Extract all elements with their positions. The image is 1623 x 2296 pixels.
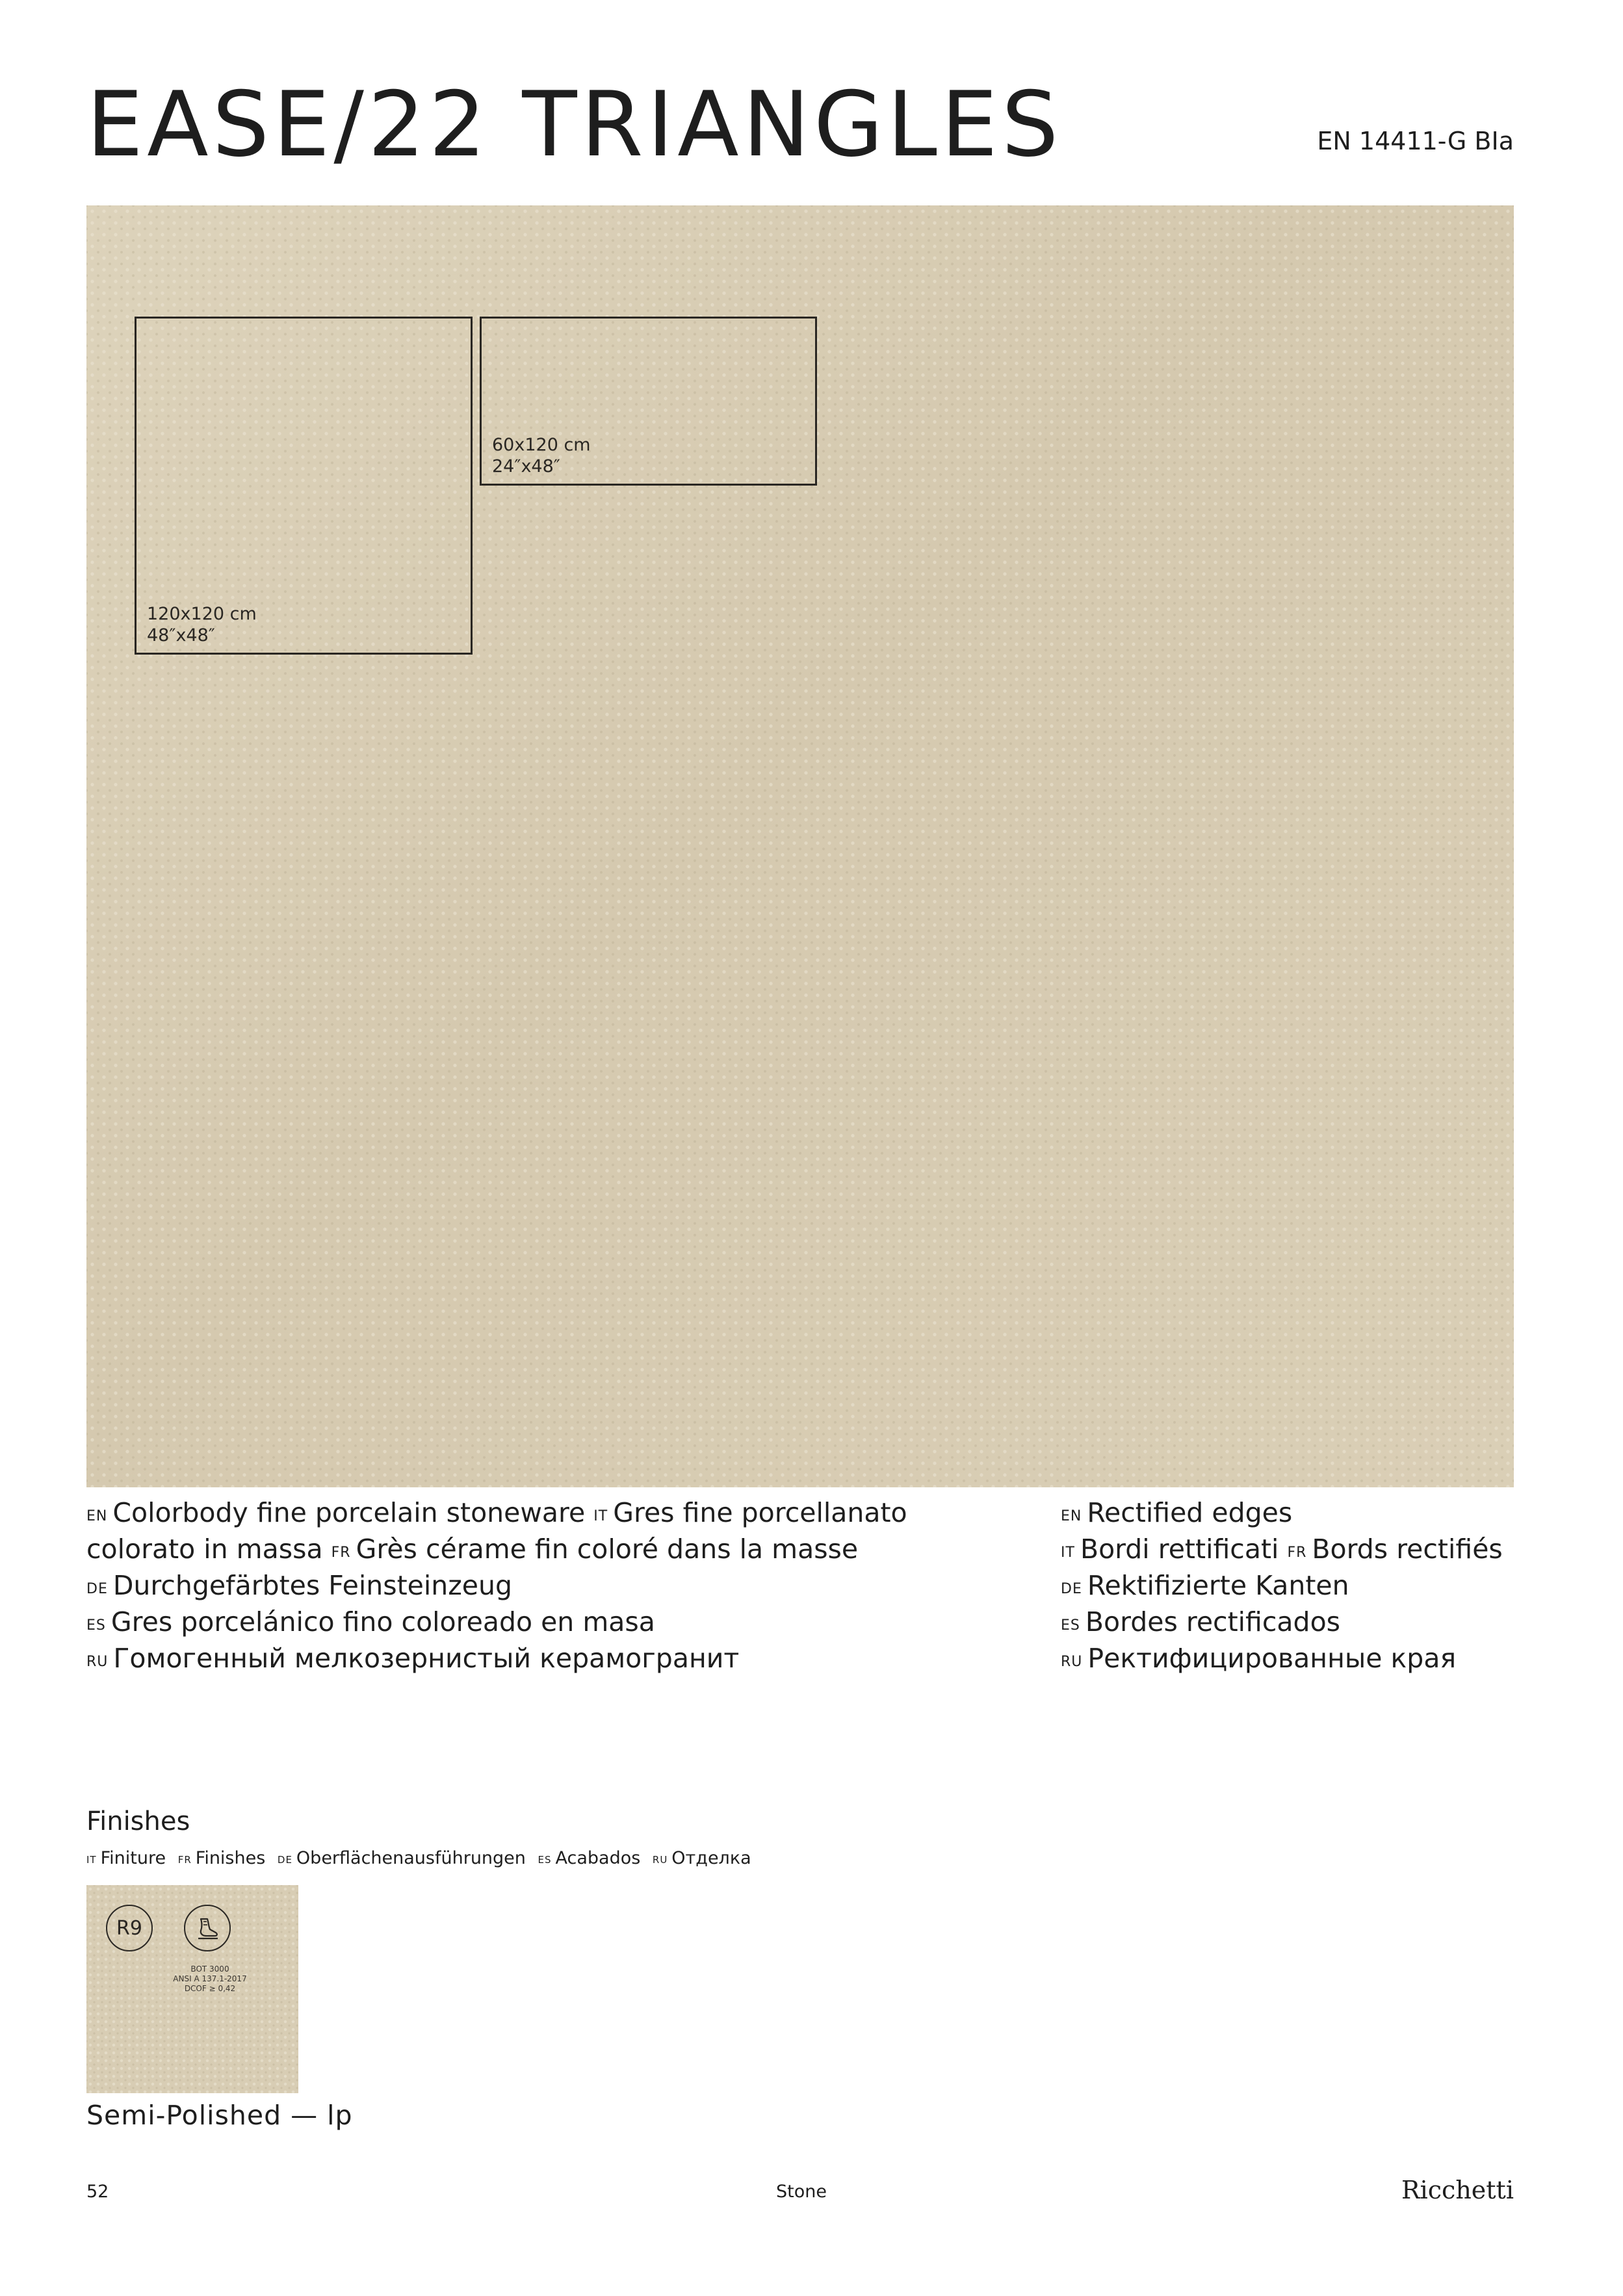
slip-rating-badge: R9 (106, 1905, 153, 1951)
language-tag: ES (86, 1617, 106, 1634)
language-tag: FR (177, 1854, 192, 1866)
language-tag: DE (1061, 1581, 1082, 1597)
slip-spec (164, 1964, 255, 1994)
format-label (492, 434, 591, 477)
language-tag: RU (86, 1654, 109, 1670)
finishes-translations (86, 1847, 758, 1871)
description-text: Bordi rettificati (1080, 1533, 1279, 1565)
page-number: 52 (86, 2182, 109, 2202)
material-description (86, 1496, 1009, 1678)
description-text: Rektifizierte Kanten (1087, 1570, 1349, 1601)
description-text: Гомогенный мелкозернистый керамогранит (113, 1643, 740, 1674)
description-text: Rectified edges (1087, 1497, 1293, 1528)
description-text: Gres fine porcellanato colorato in massa (86, 1497, 907, 1565)
description-text: Grès cérame fin coloré dans la masse (356, 1533, 859, 1565)
finish-name: Semi-Polished — lp (86, 2100, 353, 2131)
language-tag: ES (538, 1854, 552, 1866)
format-imperial: 48″x48″ (147, 625, 215, 646)
finishes-translation: Отделка (671, 1848, 751, 1868)
finishes-heading: Finishes (86, 1807, 190, 1836)
description-text: Ректифицированные края (1087, 1643, 1457, 1674)
language-tag: IT (86, 1854, 97, 1866)
page-title: EASE/22 TRIANGLES (86, 72, 1063, 177)
language-tag: RU (652, 1854, 668, 1866)
format-outline-120x120 (135, 317, 473, 655)
description-text: Bordes rectificados (1085, 1606, 1341, 1637)
format-metric: 120x120 cm (147, 604, 257, 624)
tile-surface-image (86, 205, 1514, 1487)
finishes-translation: Finiture (100, 1848, 166, 1868)
shoe-sole-icon-graphic (193, 1914, 222, 1942)
brand-logo: Ricchetti (1401, 2176, 1514, 2204)
finishes-translation: Oberflächenausführungen (296, 1848, 526, 1868)
language-tag: FR (1287, 1545, 1307, 1561)
spec-line: DCOF ≥ 0,42 (184, 1984, 236, 1993)
language-tag: ES (1061, 1617, 1080, 1634)
description-text: Colorbody fine porcelain stoneware (112, 1497, 586, 1528)
description-text: Gres porcelánico fino coloreado en masa (110, 1606, 655, 1637)
language-tag: RU (1061, 1654, 1083, 1670)
spec-line: ANSI A 137.1-2017 (173, 1974, 247, 1983)
finishes-translation: Acabados (555, 1848, 641, 1868)
shoe-sole-icon (184, 1905, 231, 1951)
spec-line: BOT 3000 (190, 1964, 229, 1974)
language-tag: EN (1061, 1508, 1082, 1524)
language-tag: EN (86, 1508, 108, 1524)
description-text: Bords rectifiés (1312, 1533, 1503, 1565)
language-tag: DE (277, 1854, 292, 1866)
finishes-translation: Finishes (195, 1848, 266, 1868)
format-outline-60x120 (480, 317, 817, 486)
format-label (147, 603, 257, 646)
edge-description (1061, 1496, 1516, 1678)
norm-code: EN 14411-G BIa (1317, 127, 1514, 155)
language-tag: DE (86, 1581, 108, 1597)
language-tag: IT (593, 1508, 608, 1524)
finish-swatch (86, 1885, 298, 2093)
section-name: Stone (776, 2182, 827, 2202)
format-metric: 60x120 cm (492, 435, 591, 455)
language-tag: FR (331, 1545, 351, 1561)
description-text: Durchgefärbtes Feinsteinzeug (112, 1570, 513, 1601)
language-tag: IT (1061, 1545, 1075, 1561)
format-imperial: 24″x48″ (492, 456, 560, 476)
